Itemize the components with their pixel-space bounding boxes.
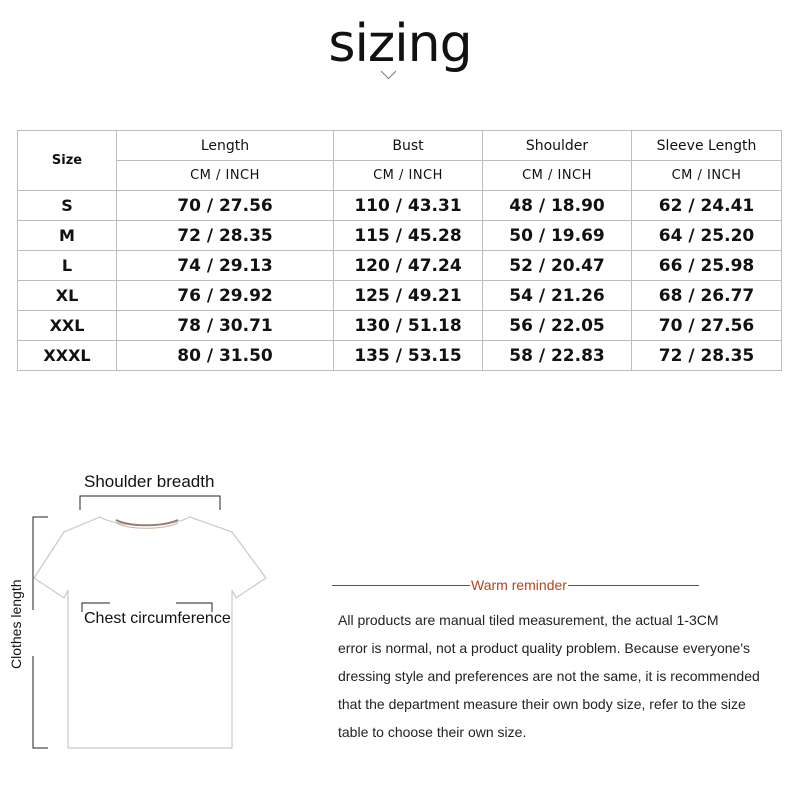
sleeve-length-cell: 62 / 24.41: [632, 191, 782, 221]
reminder-line: that the department measure their own body size, refer to the size: [338, 696, 746, 712]
shoulder-cell: 48 / 18.90: [483, 191, 632, 221]
unit-label: CM / INCH: [632, 161, 782, 191]
shoulder-cell: 56 / 22.05: [483, 311, 632, 341]
unit-label: CM / INCH: [117, 161, 334, 191]
sleeve-length-cell: 68 / 26.77: [632, 281, 782, 311]
reminder-line: error is normal, not a product quality problem. Because everyone's: [338, 640, 750, 656]
warm-reminder-text: [338, 606, 758, 746]
column-header-sleeve-length: Sleeve Length: [632, 131, 782, 161]
unit-label: CM / INCH: [334, 161, 483, 191]
column-header-length: Length: [117, 131, 334, 161]
column-header-shoulder: Shoulder: [483, 131, 632, 161]
shoulder-cell: 52 / 20.47: [483, 251, 632, 281]
sleeve-length-cell: 66 / 25.98: [632, 251, 782, 281]
size-table: [17, 130, 782, 371]
length-cell: 74 / 29.13: [117, 251, 334, 281]
bust-cell: 135 / 53.15: [334, 341, 483, 371]
bust-cell: 125 / 49.21: [334, 281, 483, 311]
size-cell: XL: [18, 281, 117, 311]
bust-cell: 120 / 47.24: [334, 251, 483, 281]
size-cell: XXL: [18, 311, 117, 341]
table-row: [18, 341, 782, 371]
table-row: [18, 281, 782, 311]
warm-reminder-title: Warm reminder: [471, 577, 567, 593]
length-cell: 70 / 27.56: [117, 191, 334, 221]
divider: [566, 585, 699, 586]
size-cell: L: [18, 251, 117, 281]
sleeve-length-cell: 70 / 27.56: [632, 311, 782, 341]
length-cell: 78 / 30.71: [117, 311, 334, 341]
table-row: [18, 311, 782, 341]
bust-cell: 115 / 45.28: [334, 221, 483, 251]
size-cell: XXXL: [18, 341, 117, 371]
reminder-line: dressing style and preferences are not the same, it is recommended: [338, 668, 760, 684]
chest-circumference-label: Chest circumference: [84, 610, 231, 627]
bust-cell: 130 / 51.18: [334, 311, 483, 341]
shoulder-cell: 58 / 22.83: [483, 341, 632, 371]
shoulder-breadth-label: Shoulder breadth: [84, 472, 215, 491]
table-row: [18, 191, 782, 221]
shoulder-bracket: [80, 496, 220, 510]
size-header: Size: [18, 131, 117, 191]
clothes-length-label: Clothes length: [8, 579, 24, 669]
bust-cell: 110 / 43.31: [334, 191, 483, 221]
column-header-bust: Bust: [334, 131, 483, 161]
page-title: sizing: [328, 14, 472, 74]
shoulder-cell: 50 / 19.69: [483, 221, 632, 251]
table-row: [18, 221, 782, 251]
reminder-line: All products are manual tiled measurement, the actual 1-3CM: [338, 612, 719, 628]
length-cell: 76 / 29.92: [117, 281, 334, 311]
tshirt-outline: [34, 517, 266, 748]
table-row: [18, 251, 782, 281]
sleeve-length-cell: 64 / 25.20: [632, 221, 782, 251]
shoulder-cell: 54 / 21.26: [483, 281, 632, 311]
sleeve-length-cell: 72 / 28.35: [632, 341, 782, 371]
table-header-row: [18, 131, 782, 161]
table-unit-row: [18, 161, 782, 191]
length-cell: 72 / 28.35: [117, 221, 334, 251]
divider: [332, 585, 470, 586]
unit-label: CM / INCH: [483, 161, 632, 191]
length-cell: 80 / 31.50: [117, 341, 334, 371]
reminder-line: table to choose their own size.: [338, 724, 527, 740]
size-cell: S: [18, 191, 117, 221]
size-cell: M: [18, 221, 117, 251]
